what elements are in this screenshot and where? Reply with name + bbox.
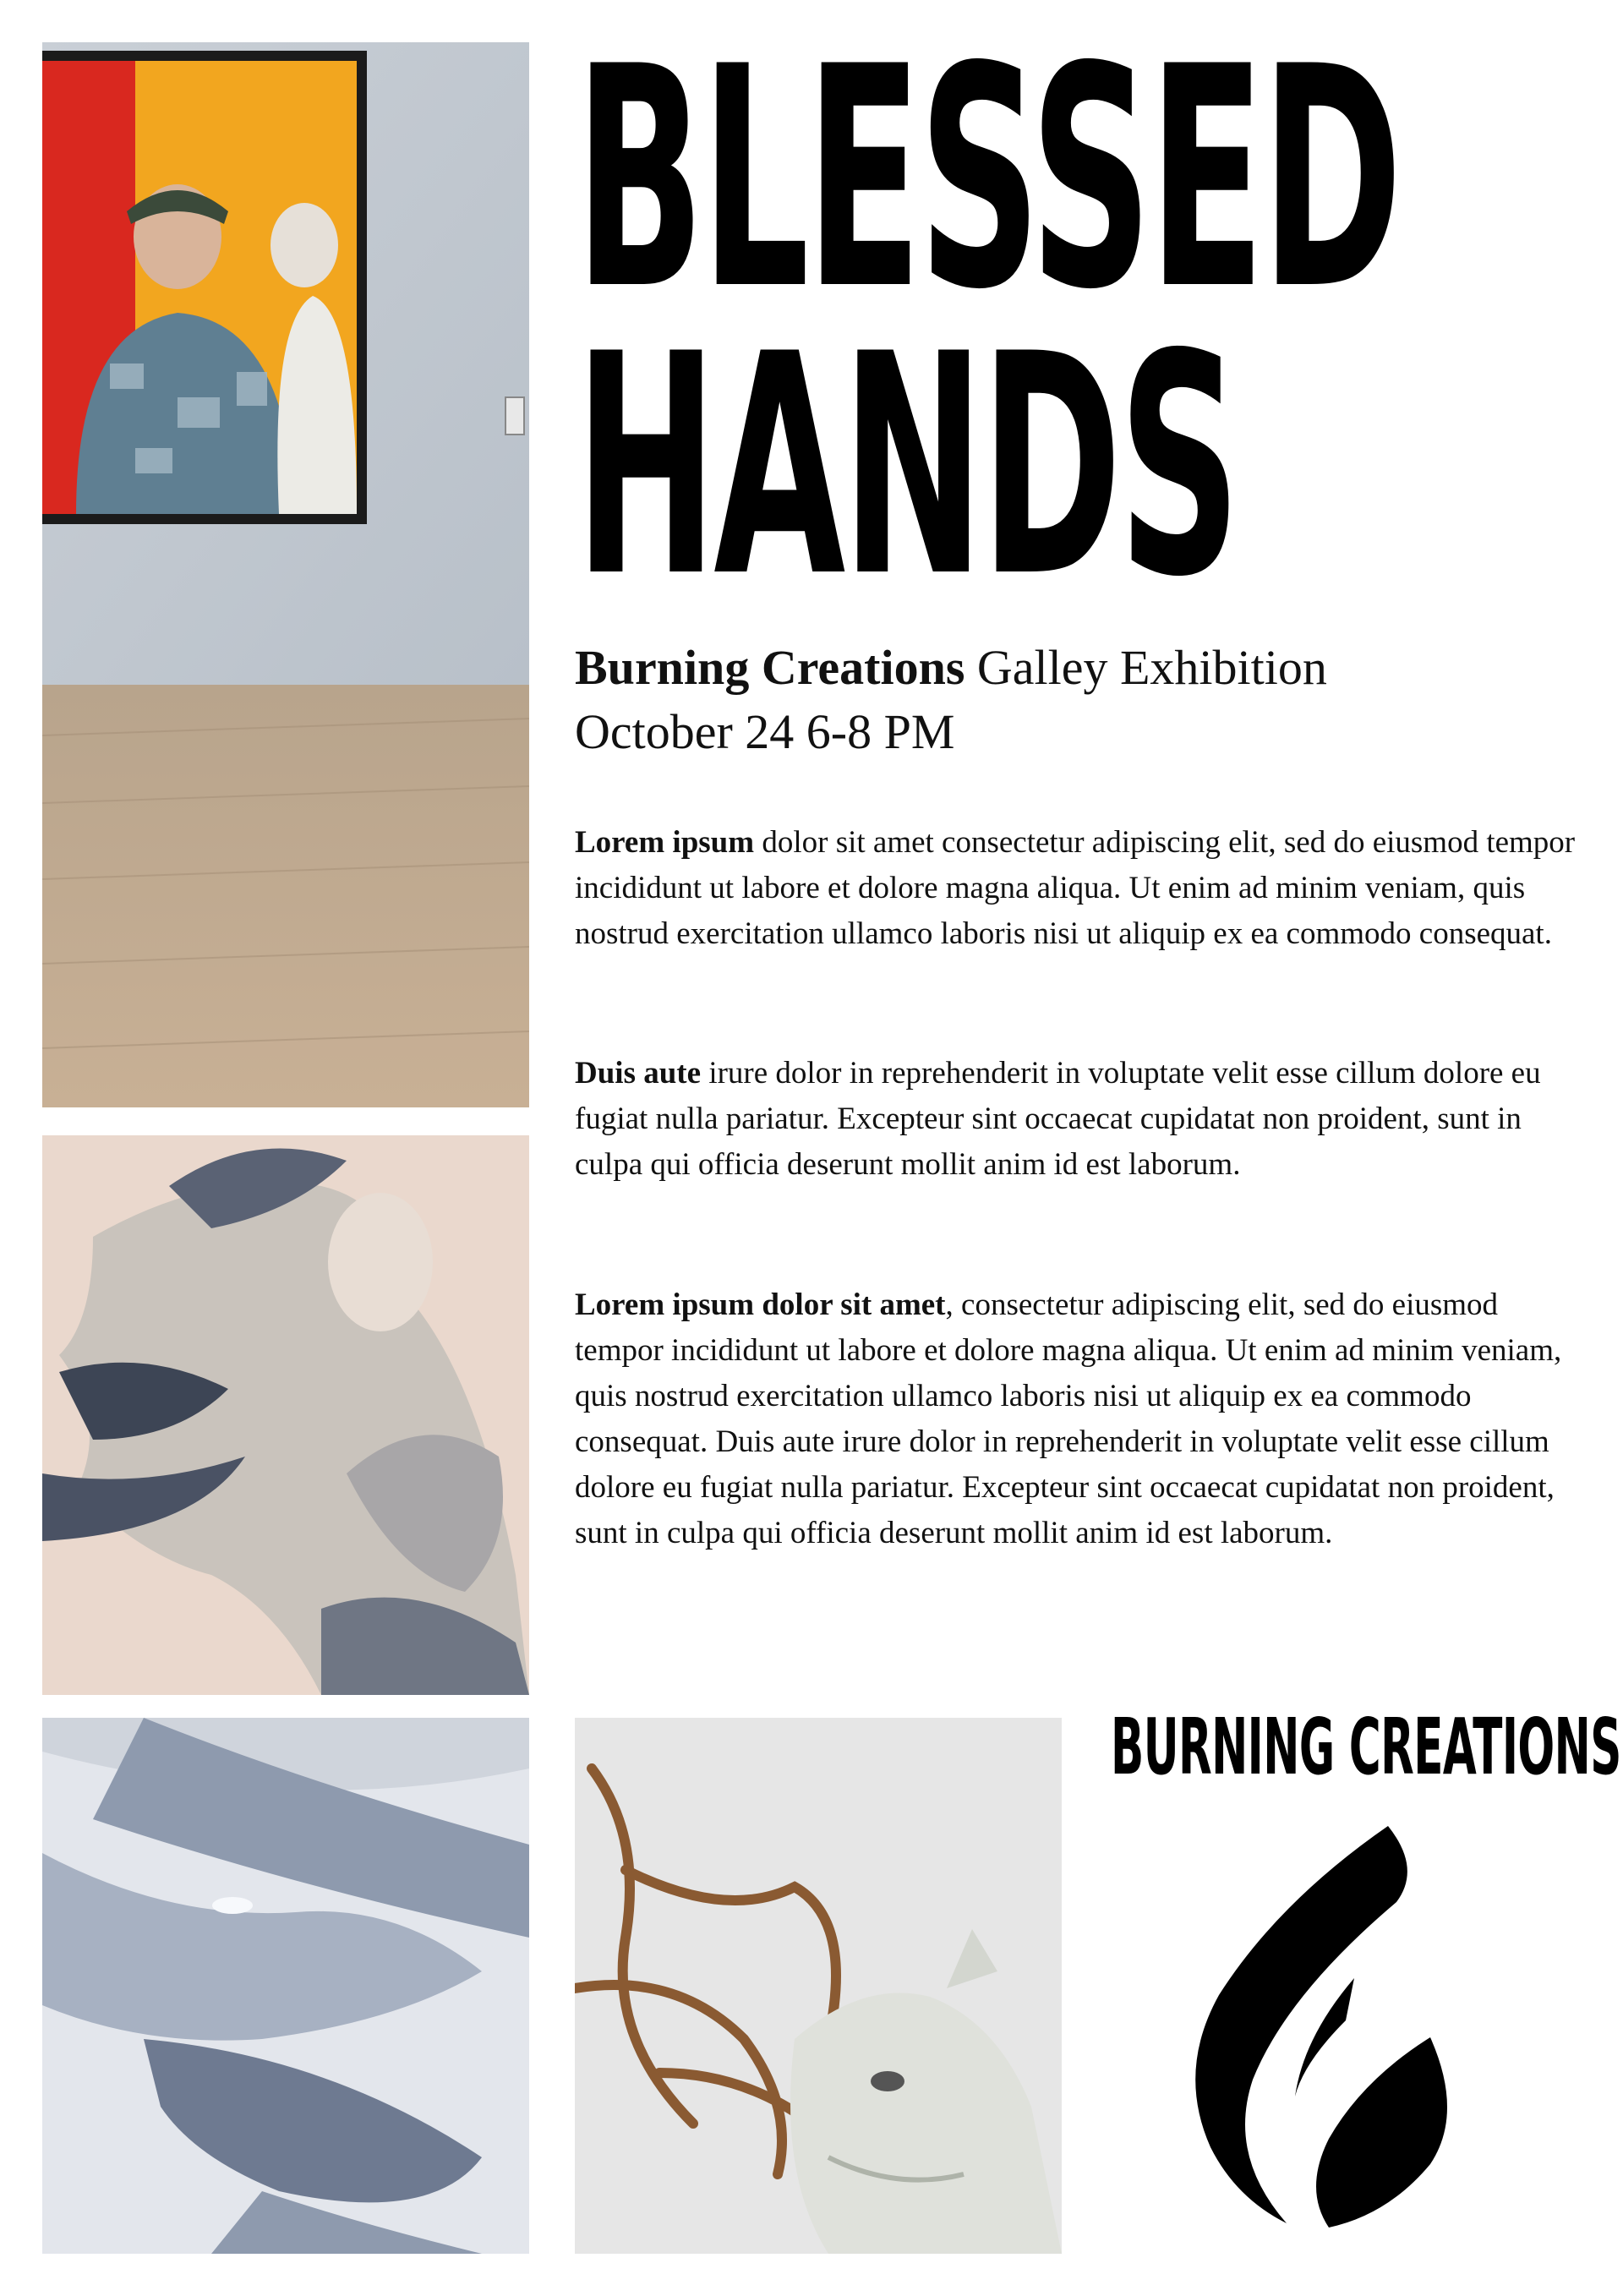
brand-name: BURNING CREATIONS (1111, 1702, 1621, 1792)
poster-title (575, 2, 1399, 643)
paragraph-text: irure dolor in reprehenderit in voluptate velit esse cillum dolore eu fugiat nulla pariatur. Excepteur sint occaecat cupidatat non proident, sunt in culpa qui officia deserunt mollit anim id est laborum. (575, 1056, 1541, 1182)
paragraph-lead: Lorem ipsum (575, 825, 755, 860)
title-line-1: BLESSED (575, 2, 1399, 356)
event-type: Galley Exhibition (965, 640, 1327, 695)
paragraph-2 (575, 1051, 1589, 1188)
sculpture-ribbon-photo (42, 1718, 529, 2254)
paragraph-1 (575, 820, 1589, 957)
event-organizer: Burning Creations (575, 640, 965, 695)
sculpture-deer-photo (575, 1718, 1062, 2254)
title-line-2: HANDS (575, 289, 1238, 643)
paragraph-3 (575, 1282, 1589, 1556)
event-info (575, 636, 1589, 764)
paragraph-text: dolor sit amet consectetur adipiscing elit, sed do eiusmod tempor incididunt ut labore et dolore magna aliqua. Ut enim ad minim veniam, quis nostrud exercitation ullamco laboris nisi ut aliquip ex ea commodo consequat. (575, 825, 1576, 951)
sculpture-woman-photo (42, 1135, 529, 1695)
event-date: October 24 6-8 PM (575, 704, 955, 759)
paragraph-lead: Lorem ipsum dolor sit amet (575, 1287, 946, 1322)
flame-icon (1177, 1809, 1464, 2232)
paragraph-lead: Duis aute (575, 1056, 702, 1091)
paragraph-text: , consectetur adipiscing elit, sed do eiusmod tempor incididunt ut labore et dolore magna aliqua. Ut enim ad minim veniam, quis nostrud exercitation ullamco laboris nisi ut aliquip ex ea commodo consequat. Duis aute irure dolor in reprehenderit in voluptate velit esse cillum dolore eu fugiat nulla pariatur. Excepteur sint occaecat cupidatat non proident, sunt in culpa qui officia deserunt mollit anim id est laborum. (575, 1287, 1562, 1550)
gallery-photo (42, 42, 529, 1107)
